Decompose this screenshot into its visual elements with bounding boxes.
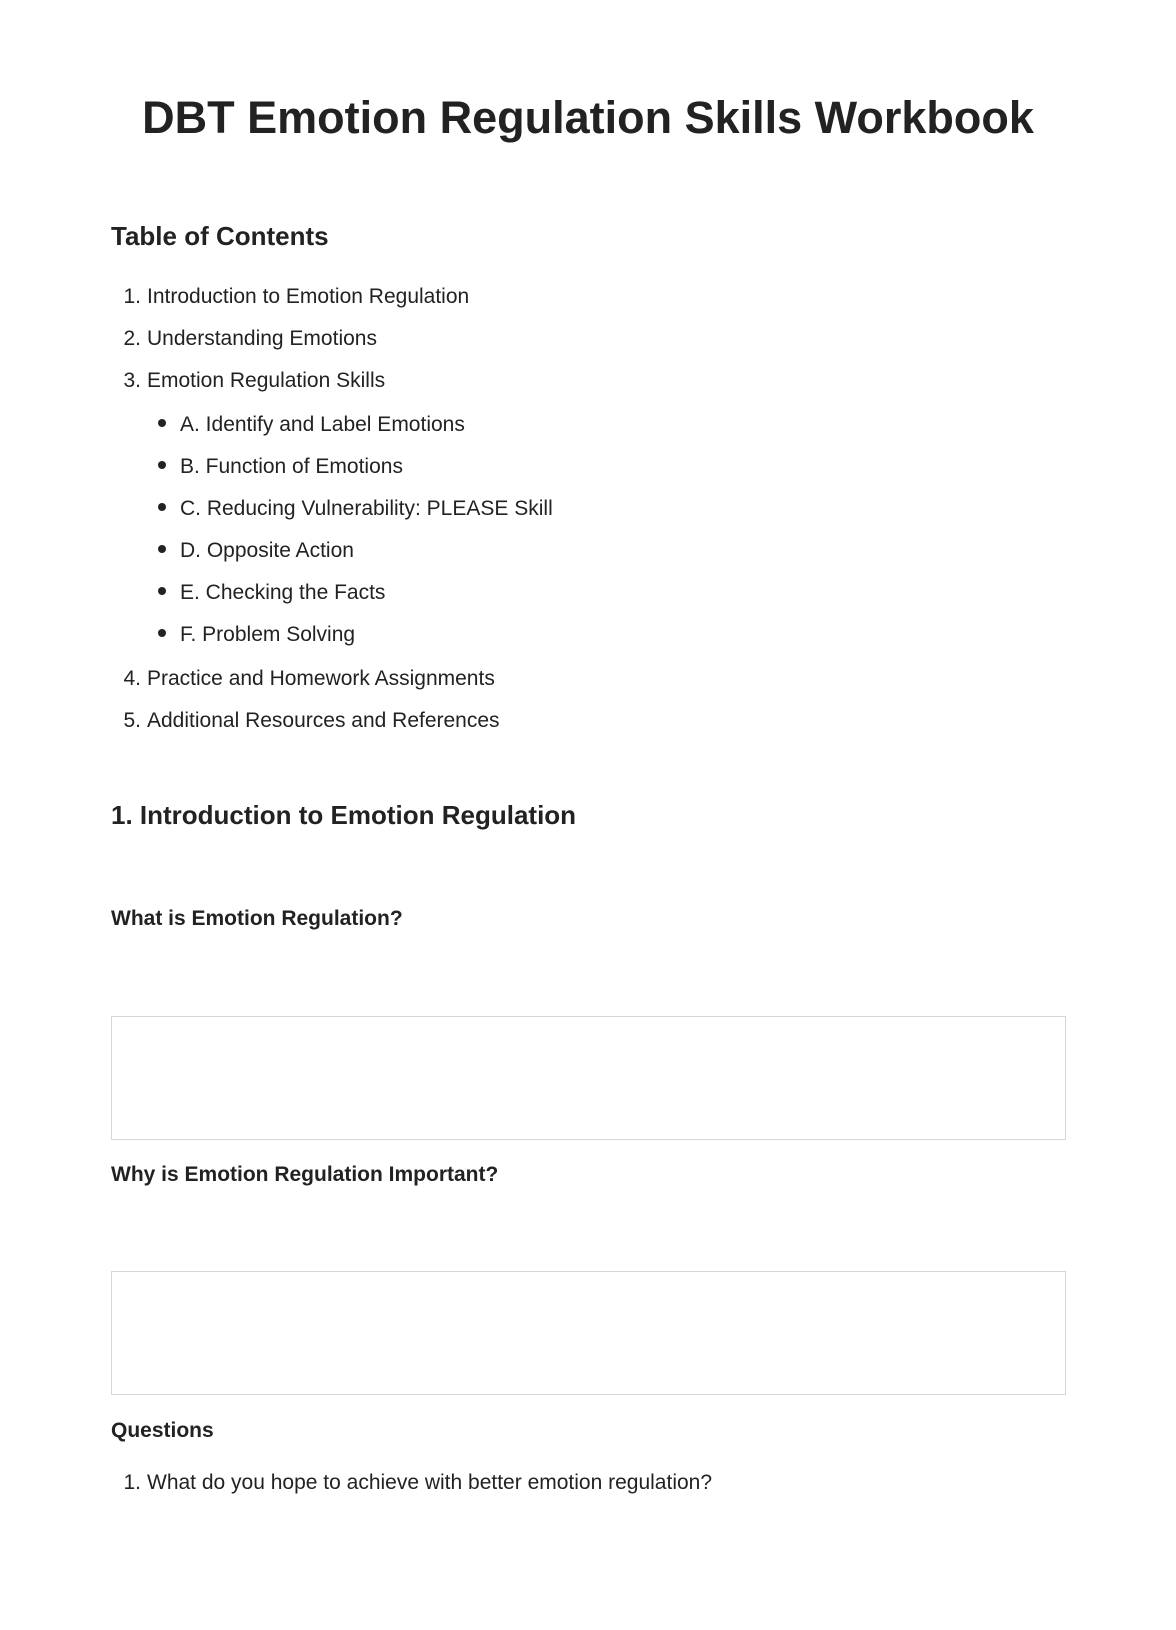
- toc-item-3: [111, 368, 385, 393]
- toc-subitem-b: [158, 454, 403, 479]
- answer-box-why[interactable]: [111, 1271, 1066, 1395]
- section-heading: 1. Introduction to Emotion Regulation: [111, 800, 577, 830]
- toc-heading: Table of Contents: [111, 221, 329, 251]
- toc-subitem-label: A. Identify and Label Emotions: [180, 413, 465, 436]
- toc-item-2: [111, 326, 377, 351]
- toc-item-label: Practice and Homework Assignments: [147, 667, 495, 690]
- bullet-icon: [158, 629, 166, 637]
- toc-item-label: Additional Resources and References: [147, 709, 500, 732]
- toc-item-1: [111, 284, 469, 309]
- toc-subitem-label: B. Function of Emotions: [180, 455, 403, 478]
- toc-subitem-label: E. Checking the Facts: [180, 581, 386, 604]
- toc-subitem-label: F. Problem Solving: [180, 623, 356, 646]
- question-number: 1.: [123, 1471, 141, 1494]
- toc-item-4: [111, 666, 495, 691]
- bullet-icon: [158, 419, 166, 427]
- bullet-icon: [158, 461, 166, 469]
- toc-item-label: Emotion Regulation Skills: [147, 369, 386, 392]
- bullet-icon: [158, 545, 166, 553]
- question-label-what: What is Emotion Regulation?: [111, 907, 403, 930]
- toc-subitem-label: D. Opposite Action: [180, 539, 354, 562]
- question-item-1: [111, 1470, 712, 1495]
- toc-item-number: 2.: [123, 327, 141, 350]
- toc-item-5: [111, 708, 500, 733]
- document-title: DBT Emotion Regulation Skills Workbook: [142, 92, 1034, 143]
- toc-subitem-d: [158, 538, 354, 563]
- bullet-icon: [158, 503, 166, 511]
- bullet-icon: [158, 587, 166, 595]
- answer-box-what[interactable]: [111, 1016, 1066, 1140]
- questions-heading: Questions: [111, 1419, 214, 1442]
- toc-item-number: 4.: [123, 667, 141, 690]
- toc-subitem-f: [158, 622, 355, 647]
- toc-item-number: 5.: [123, 709, 141, 732]
- toc-item-number: 3.: [123, 369, 141, 392]
- toc-subitem-e: [158, 580, 385, 605]
- question-label-why: Why is Emotion Regulation Important?: [111, 1163, 499, 1186]
- question-text: What do you hope to achieve with better emotion regulation?: [147, 1471, 713, 1494]
- toc-subitem-a: [158, 412, 465, 437]
- toc-subitem-label: C. Reducing Vulnerability: PLEASE Skill: [180, 497, 553, 520]
- toc-subitem-c: [158, 496, 553, 521]
- toc-item-label: Understanding Emotions: [147, 327, 377, 350]
- toc-item-label: Introduction to Emotion Regulation: [147, 285, 470, 308]
- toc-item-number: 1.: [123, 285, 141, 308]
